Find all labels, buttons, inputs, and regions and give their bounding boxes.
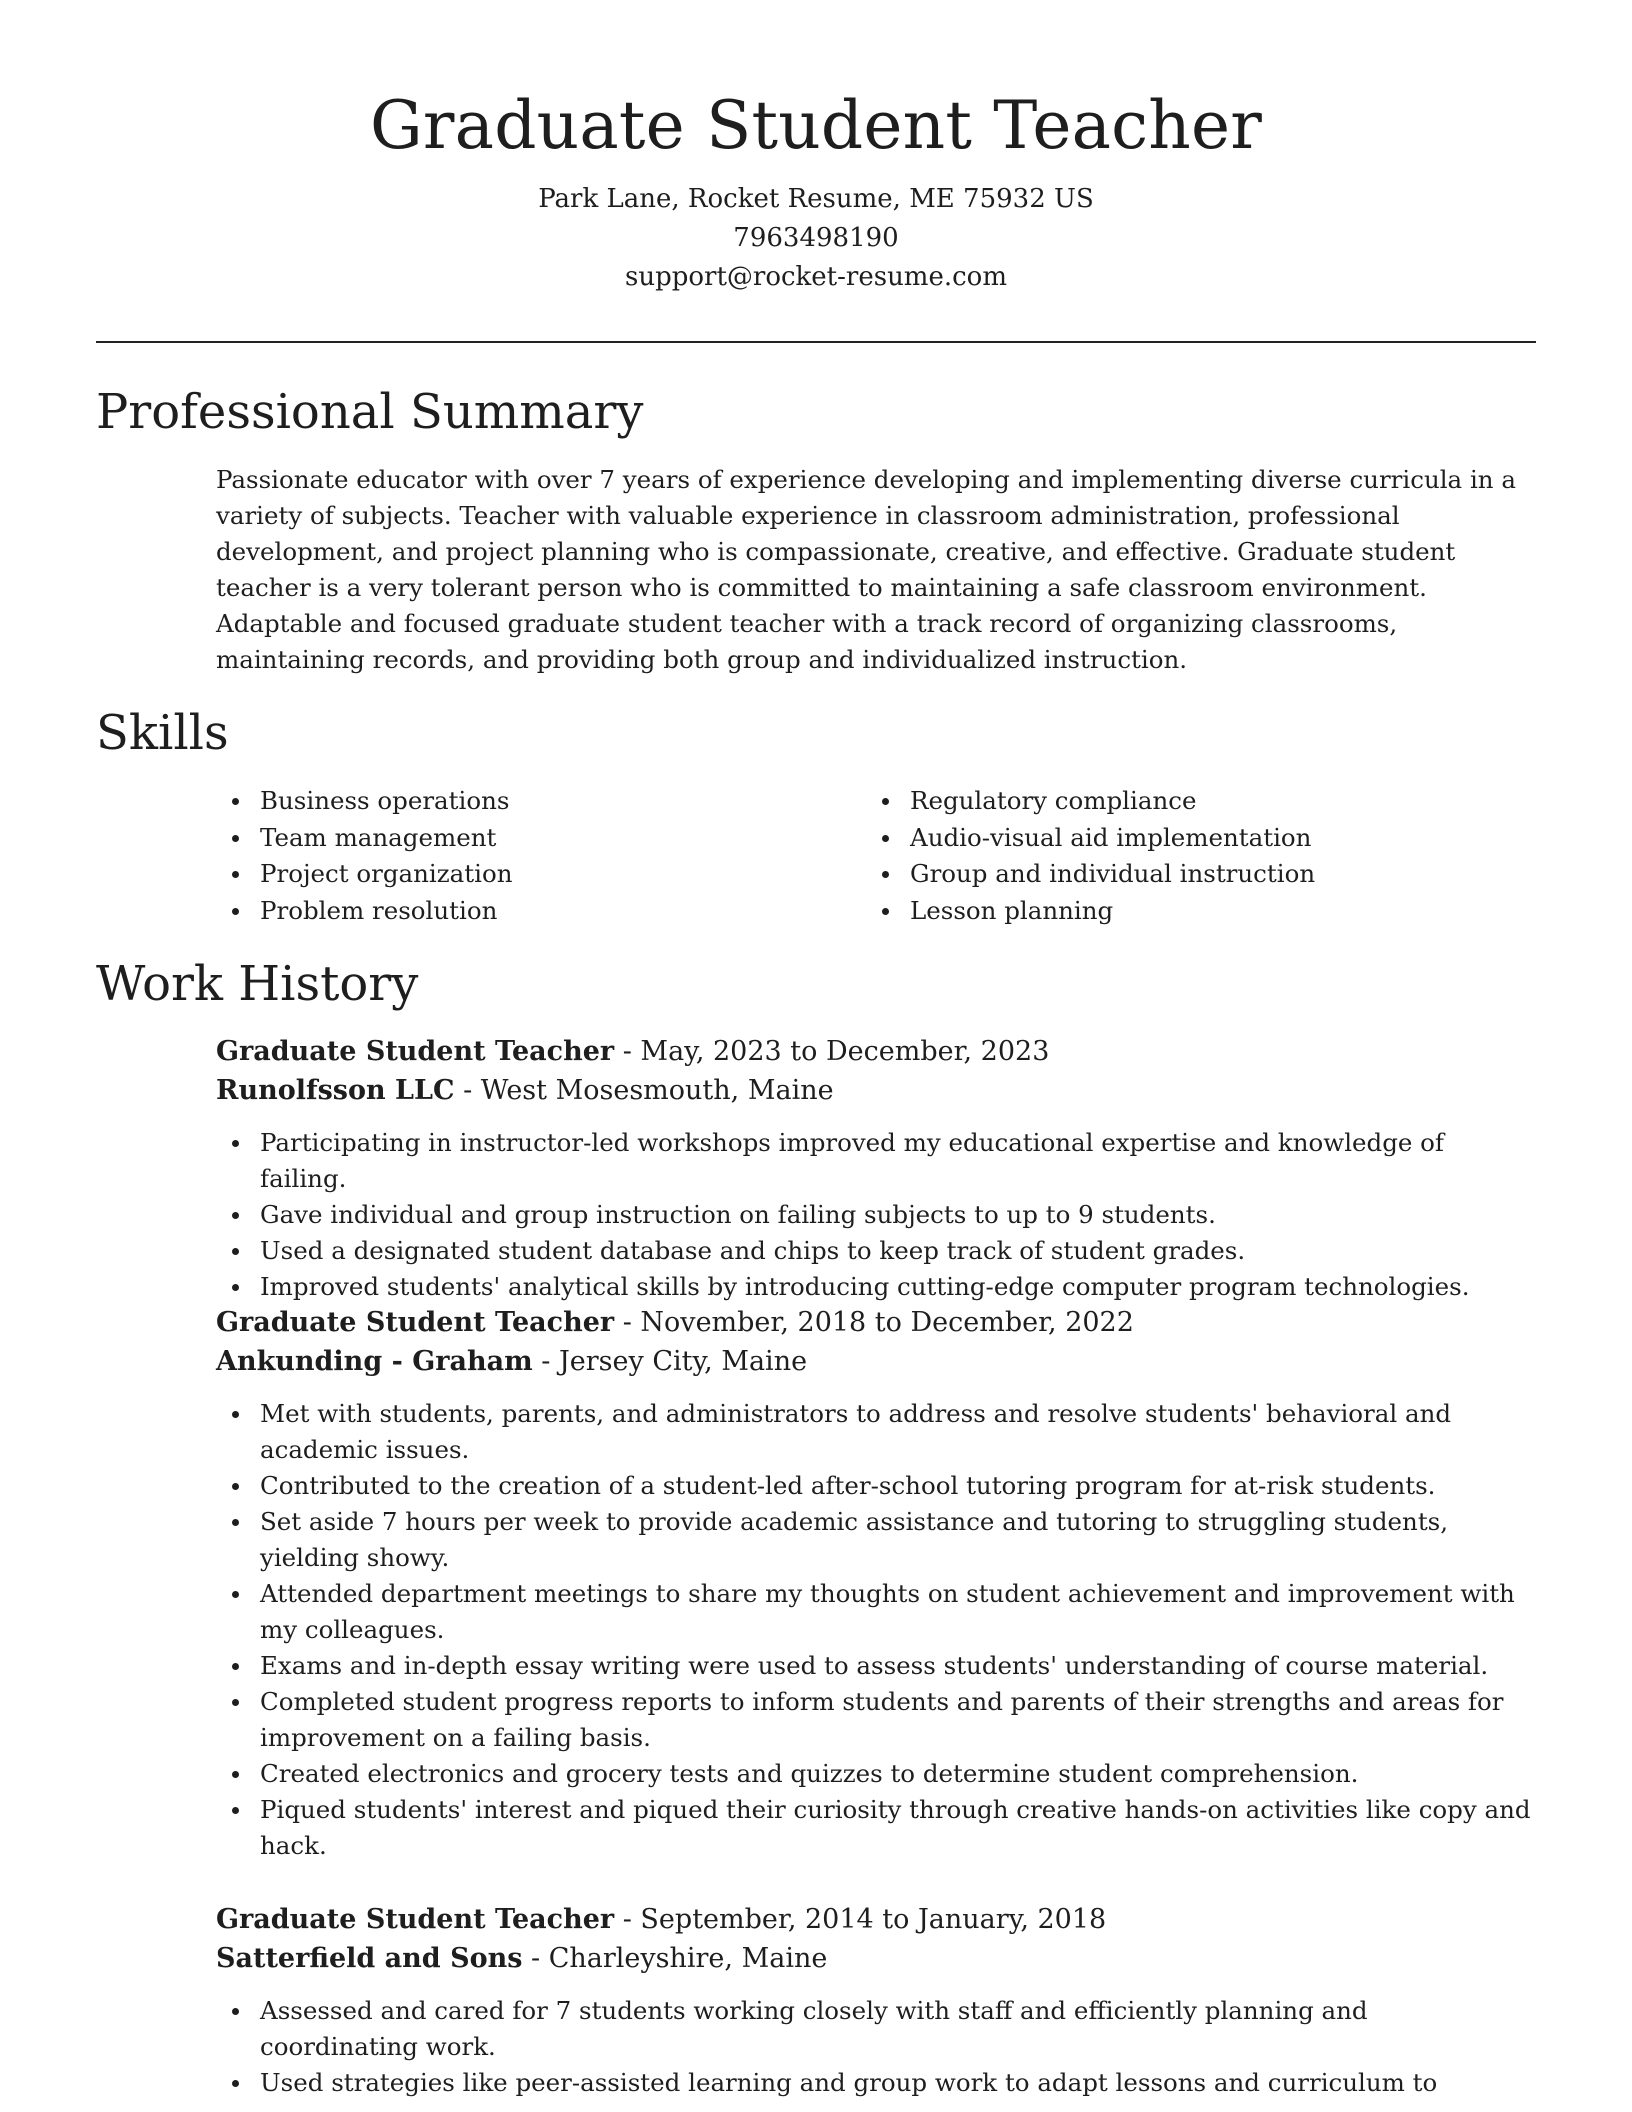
job-bullets [216, 1396, 1532, 1864]
job-bullet: Participating in instructor-led workshops improved my educational expertise and knowledge of failing. [216, 1125, 1532, 1197]
job-company: Runolfsson LLC [216, 1075, 455, 1106]
job-dates: - September, 2014 to January, 2018 [614, 1904, 1107, 1935]
job-bullet: Used a designated student database and chips to keep track of student grades. [216, 1233, 1532, 1269]
job-bullets [216, 1125, 1532, 1305]
job-bullet: Set aside 7 hours per week to provide academic assistance and tutoring to struggling students, yielding showy. [216, 1504, 1532, 1576]
job-entry [216, 1303, 1532, 1864]
job-title-line [216, 1900, 1532, 1939]
job-bullet: Piqued students' interest and piqued their curiosity through creative hands-on activities like copy and hack. [216, 1792, 1532, 1864]
job-title: Graduate Student Teacher [216, 1036, 615, 1067]
contact-address: Park Lane, Rocket Resume, ME 75932 US [538, 184, 1094, 214]
job-bullets [216, 1993, 1532, 2101]
job-bullet: Used strategies like peer-assisted learning and group work to adapt lessons and curriculum to [216, 2065, 1532, 2101]
job-location: - West Mosesmouth, Maine [454, 1075, 834, 1106]
job-bullet: Gave individual and group instruction on failing subjects to up to 9 students. [216, 1197, 1532, 1233]
job-location: - Jersey City, Maine [532, 1346, 808, 1377]
skill-item: Audio-visual aid implementation [866, 820, 1315, 857]
job-entry [216, 1032, 1532, 1305]
job-title: Graduate Student Teacher [216, 1307, 615, 1338]
skills-list-right [866, 783, 1315, 929]
job-company-line [216, 1071, 1532, 1110]
job-bullet: Met with students, parents, and administrators to address and resolve students' behavioral and academic issues. [216, 1396, 1532, 1468]
skills-heading: Skills [96, 705, 229, 761]
header-divider [96, 341, 1536, 343]
work-heading: Work History [96, 956, 419, 1012]
summary-text: Passionate educator with over 7 years of experience developing and implementing diverse curricula in a variety of subjects. Teacher with valuable experience in classroom administration, professional development, and project planning who is compassionate, creative, and effective. Graduate student teacher is a very tolerant person who is committed to maintaining a safe classroom environment. Adaptable and focused graduate student teacher with a track record of organizing classrooms, maintaining records, and providing both group and individualized instruction. [216, 465, 1516, 674]
job-title-line [216, 1032, 1532, 1071]
job-company-line [216, 1342, 1532, 1381]
skill-item: Project organization [216, 856, 513, 893]
skill-item: Group and individual instruction [866, 856, 1315, 893]
job-title: Graduate Student Teacher [216, 1904, 615, 1935]
job-location: - Charleyshire, Maine [522, 1943, 828, 1974]
job-dates: - November, 2018 to December, 2022 [614, 1307, 1134, 1338]
job-bullet: Created electronics and grocery tests and quizzes to determine student comprehension. [216, 1756, 1532, 1792]
job-company: Satterfield and Sons [216, 1943, 523, 1974]
resume-name: Graduate Student Teacher [369, 87, 1263, 164]
job-bullet: Completed student progress reports to inform students and parents of their strengths and areas for improvement on a failing basis. [216, 1684, 1532, 1756]
skill-item: Problem resolution [216, 893, 513, 930]
job-title-line [216, 1303, 1532, 1342]
contact-email: support@rocket-resume.com [624, 262, 1007, 292]
job-company: Ankunding - Graham [216, 1346, 533, 1377]
job-bullet: Contributed to the creation of a student-led after-school tutoring program for at-risk students. [216, 1468, 1532, 1504]
skills-list-left [216, 783, 513, 929]
resume-header [96, 78, 1536, 297]
job-bullet: Attended department meetings to share my thoughts on student achievement and improvement with my colleagues. [216, 1576, 1532, 1648]
skill-item: Regulatory compliance [866, 783, 1315, 820]
job-company-line [216, 1939, 1532, 1978]
job-bullet: Improved students' analytical skills by introducing cutting-edge computer program technologies. [216, 1269, 1532, 1305]
job-bullet: Assessed and cared for 7 students working closely with staff and efficiently planning and coordinating work. [216, 1993, 1532, 2065]
contact-phone: 7963498190 [733, 223, 899, 253]
job-bullet: Exams and in-depth essay writing were used to assess students' understanding of course material. [216, 1648, 1532, 1684]
job-entry [216, 1900, 1532, 2101]
skill-item: Lesson planning [866, 893, 1315, 930]
skill-item: Business operations [216, 783, 513, 820]
skill-item: Team management [216, 820, 513, 857]
job-dates: - May, 2023 to December, 2023 [614, 1036, 1050, 1067]
summary-heading: Professional Summary [96, 384, 644, 440]
